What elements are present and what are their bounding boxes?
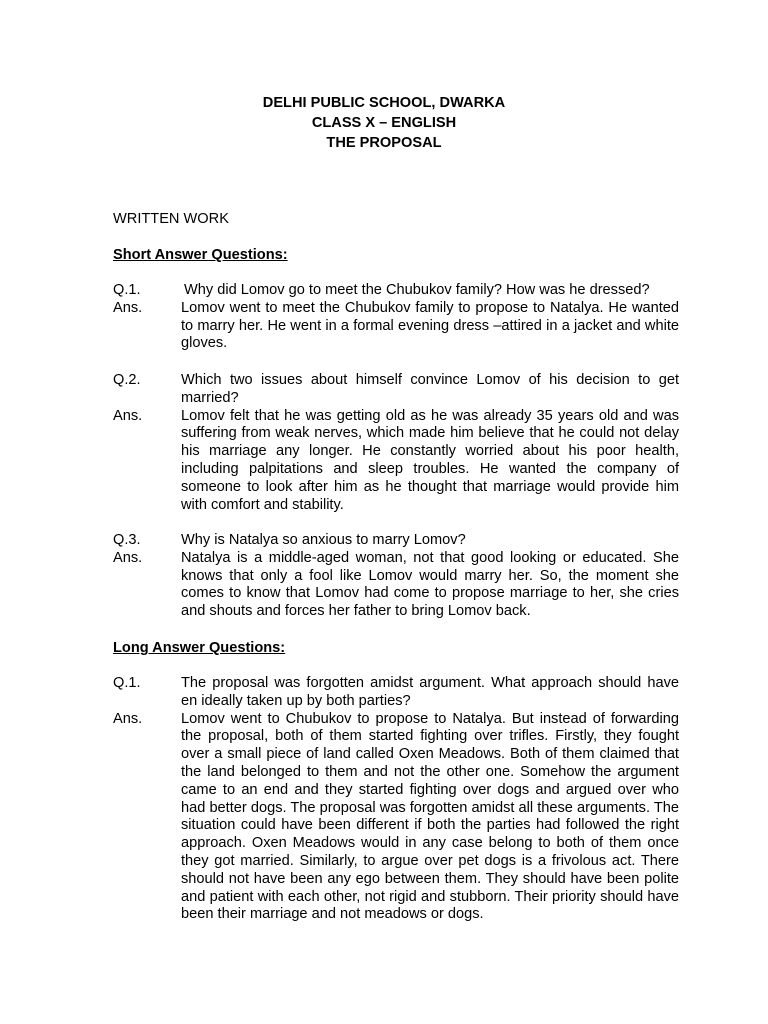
answer-label: Ans. bbox=[113, 549, 143, 566]
school-name: DELHI PUBLIC SCHOOL, DWARKA bbox=[262, 95, 506, 111]
document-title: THE PROPOSAL bbox=[326, 135, 442, 151]
answer-row bbox=[113, 711, 679, 925]
short-answer-heading: Short Answer Questions: bbox=[113, 247, 288, 263]
question-text: Which two issues about himself convince Lomov of his decision to get married? bbox=[181, 372, 679, 406]
question-text: The proposal was forgotten amidst argument. What approach should have en ideally taken up by both parties? bbox=[181, 675, 679, 709]
answer-text: Natalya is a middle-aged woman, not that good looking or educated. She knows that only a fool like Lomov would marry her. So, the moment she comes to know that Lomov had come to propose marriage to her, she cries and shouts and forces her father to bring Lomov back. bbox=[181, 549, 679, 620]
short-qa-1 bbox=[113, 282, 679, 353]
question-row bbox=[113, 532, 679, 550]
answer-row bbox=[113, 408, 679, 515]
answer-text: Lomov felt that he was getting old as he was already 35 years old and was suffering from weak nerves, which made him believe that he could not delay his marriage any longer. He constantly worried about his poor health, including palpitations and sleep troubles. He wanted the company of someone to look after him as he thought that marriage would provide him with comfort and stability. bbox=[181, 407, 679, 513]
answer-row bbox=[113, 550, 679, 621]
short-qa-3 bbox=[113, 532, 679, 621]
document-header bbox=[0, 93, 768, 153]
answer-label: Ans. bbox=[113, 710, 143, 727]
question-text: Why did Lomov go to meet the Chubukov family? How was he dressed? bbox=[184, 282, 650, 298]
question-label: Q.2. bbox=[113, 372, 141, 388]
written-work-label: WRITTEN WORK bbox=[113, 211, 229, 227]
answer-text: Lomov went to meet the Chubukov family to propose to Natalya. He wanted to marry her. He went in a formal evening dress –attired in a jacket and white gloves. bbox=[181, 299, 679, 352]
question-row bbox=[113, 675, 679, 711]
long-qa-1 bbox=[113, 675, 679, 924]
question-row bbox=[113, 282, 679, 300]
question-label: Q.3. bbox=[113, 532, 141, 548]
answer-label: Ans. bbox=[113, 407, 143, 424]
question-label: Q.1. bbox=[113, 675, 141, 691]
answer-text: Lomov went to Chubukov to propose to Natalya. But instead of forwarding the proposal, both of them started fighting over trifles. Firstly, they fought over a small piece of land called Oxen Meadows. Both of them claimed that the land belonged to them and not the other one. Somehow the argument came to an end and they started fighting over dogs and argued over who had better dogs. The proposal was forgotten amidst all these arguments. The situation could have been different if both the parties had followed the right approach. Oxen Meadows would in any case belong to both of them once they got married. Similarly, to argue over pet dogs is a frivolous act. There should not have been any ego between them. They should have been polite and patient with each other, not rigid and stubborn. Their priority should have been their marriage and not meadows or dogs. bbox=[181, 710, 679, 923]
question-text: Why is Natalya so anxious to marry Lomov? bbox=[181, 532, 466, 548]
short-qa-2 bbox=[113, 372, 679, 514]
class-subject: CLASS X – ENGLISH bbox=[311, 115, 457, 131]
question-row bbox=[113, 372, 679, 408]
answer-row bbox=[113, 300, 679, 353]
answer-label: Ans. bbox=[113, 299, 143, 316]
long-answer-heading: Long Answer Questions: bbox=[113, 640, 286, 656]
question-label: Q.1. bbox=[113, 282, 141, 298]
